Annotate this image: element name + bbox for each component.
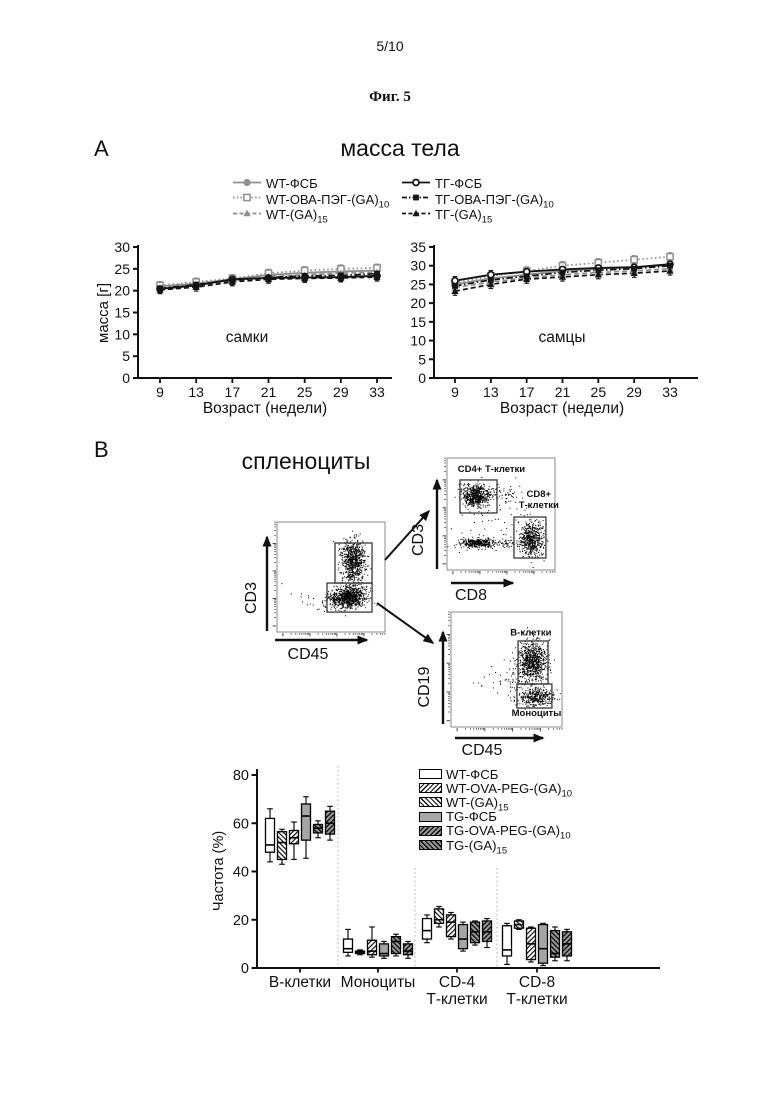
svg-text:CD8: CD8 — [454, 587, 488, 604]
legend-swatch-gray — [419, 812, 442, 822]
legend-label: WT-ФСБ — [266, 176, 318, 192]
panel-a-legend-wt — [232, 176, 390, 227]
legend-label: WT-ФСБ — [446, 766, 499, 782]
svg-text:20: 20 — [114, 282, 130, 299]
svg-text:30: 30 — [114, 239, 130, 255]
legend-label: $WT-ОВА-ПЭГ-(GA)_{10}$ — [266, 191, 390, 211]
svg-text:29: 29 — [626, 384, 642, 400]
series-marker-icon — [401, 207, 435, 223]
legend-item — [232, 176, 389, 192]
legend-label: $WT-(GA)_{15}$ — [446, 794, 509, 814]
series-marker-icon — [401, 191, 435, 207]
legend-label: $TG-OVA-PEG-(GA)_{10}$ — [446, 823, 571, 842]
panel-a-title: масса тела — [340, 135, 460, 161]
svg-text:30: 30 — [410, 257, 426, 274]
series-marker-icon — [232, 191, 266, 207]
series-marker-icon — [401, 176, 435, 192]
svg-text:Возраст (недели): Возраст (недели) — [499, 400, 625, 417]
legend-item — [419, 837, 572, 857]
svg-text:CD-8: CD-8 — [518, 974, 556, 991]
svg-text:25: 25 — [590, 384, 607, 400]
legend-swatch-gray-hatch-back — [419, 840, 442, 850]
legend-item — [401, 176, 554, 192]
svg-text:Моноциты: Моноциты — [511, 708, 562, 720]
figure-caption: Фиг. 5 — [369, 89, 411, 105]
svg-text:Моноциты: Моноциты — [340, 974, 416, 991]
svg-text:CD45: CD45 — [287, 646, 329, 663]
legend-swatch-hatch-forward — [419, 783, 442, 793]
svg-text:CD3: CD3 — [243, 581, 260, 615]
legend-swatch-hatch-back — [419, 797, 442, 807]
series-marker-icon — [232, 176, 266, 192]
svg-text:21: 21 — [554, 384, 571, 400]
legend-label: ТГ-ФСБ — [435, 176, 483, 192]
page-number: 5/10 — [376, 38, 404, 54]
svg-text:10: 10 — [114, 326, 130, 343]
legend-item — [232, 207, 389, 227]
svg-text:Т-клетки: Т-клетки — [518, 500, 559, 512]
chart-body-mass-females — [95, 235, 405, 420]
svg-text:CD4+ Т-клетки: CD4+ Т-клетки — [457, 464, 526, 475]
flow-cytometry-diagram — [220, 440, 720, 765]
legend-item — [401, 191, 554, 211]
svg-text:17: 17 — [224, 384, 241, 400]
legend-label: $ТГ-ОВА-ПЭГ-(GA)_{10}$ — [435, 191, 554, 211]
svg-text:CD45: CD45 — [461, 742, 503, 759]
legend-label: $TG-(GA)_{15}$ — [446, 837, 508, 857]
legend-item — [419, 780, 573, 800]
legend-swatch-gray-hatch-forward — [419, 826, 442, 836]
legend-swatch-white — [419, 769, 442, 779]
legend-item — [419, 810, 572, 824]
svg-text:15: 15 — [114, 304, 130, 321]
svg-text:60: 60 — [232, 816, 249, 833]
svg-text:17: 17 — [518, 384, 535, 400]
svg-text:10: 10 — [410, 332, 426, 349]
svg-text:0: 0 — [240, 961, 249, 977]
legend-label: $WT-OVA-PEG-(GA)_{10}$ — [446, 780, 573, 800]
series-marker-icon — [232, 207, 266, 223]
svg-text:20: 20 — [410, 295, 426, 312]
legend-item — [419, 794, 572, 814]
svg-text:20: 20 — [232, 912, 249, 929]
legend-item — [401, 207, 554, 227]
legend-label: TG-ФСБ — [446, 809, 497, 825]
svg-text:5: 5 — [418, 351, 426, 368]
svg-text:самцы: самцы — [538, 329, 586, 346]
svg-text:13: 13 — [483, 384, 499, 400]
svg-text:40: 40 — [232, 864, 249, 881]
svg-text:0: 0 — [418, 370, 426, 386]
svg-text:0: 0 — [122, 370, 130, 386]
legend-item — [419, 823, 572, 842]
svg-text:самки: самки — [225, 329, 269, 346]
panel-a-label: А — [94, 136, 109, 161]
svg-text:В-клетки: В-клетки — [268, 974, 332, 991]
svg-text:33: 33 — [662, 384, 678, 400]
svg-text:29: 29 — [333, 384, 349, 400]
svg-text:CD3: CD3 — [410, 523, 427, 557]
legend-label: $ТГ-(GA)_{15}$ — [435, 207, 493, 227]
svg-text:Т-клетки: Т-клетки — [426, 991, 488, 1008]
svg-text:35: 35 — [410, 239, 426, 255]
svg-text:CD8+: CD8+ — [526, 489, 552, 501]
legend-item — [232, 191, 390, 211]
svg-text:CD19: CD19 — [416, 666, 433, 708]
svg-text:80: 80 — [232, 768, 249, 784]
panel-a-legend-tg — [401, 176, 554, 227]
legend-label: $WT-(GA)_{15}$ — [266, 207, 328, 227]
svg-text:Частота (%): Частота (%) — [211, 830, 227, 912]
svg-text:Возраст (недели): Возраст (недели) — [202, 400, 328, 417]
panel-b-title: спленоциты — [241, 448, 371, 474]
svg-text:CD-4: CD-4 — [438, 974, 476, 991]
svg-text:21: 21 — [260, 384, 277, 400]
chart-body-mass-males — [410, 235, 720, 420]
svg-text:В-клетки: В-клетки — [510, 627, 552, 639]
svg-text:15: 15 — [410, 313, 426, 330]
svg-text:5: 5 — [122, 348, 130, 365]
legend-item — [419, 767, 572, 781]
panel-b-label: В — [94, 437, 109, 462]
svg-text:25: 25 — [410, 276, 426, 293]
svg-text:25: 25 — [296, 384, 313, 400]
svg-text:Т-клетки: Т-клетки — [506, 991, 568, 1008]
svg-text:9: 9 — [451, 384, 459, 400]
svg-text:9: 9 — [156, 384, 164, 400]
boxplot-legend — [419, 766, 573, 857]
svg-text:масса [г]: масса [г] — [95, 283, 112, 343]
svg-text:25: 25 — [114, 260, 130, 277]
svg-text:13: 13 — [188, 384, 204, 400]
svg-text:33: 33 — [369, 384, 385, 400]
